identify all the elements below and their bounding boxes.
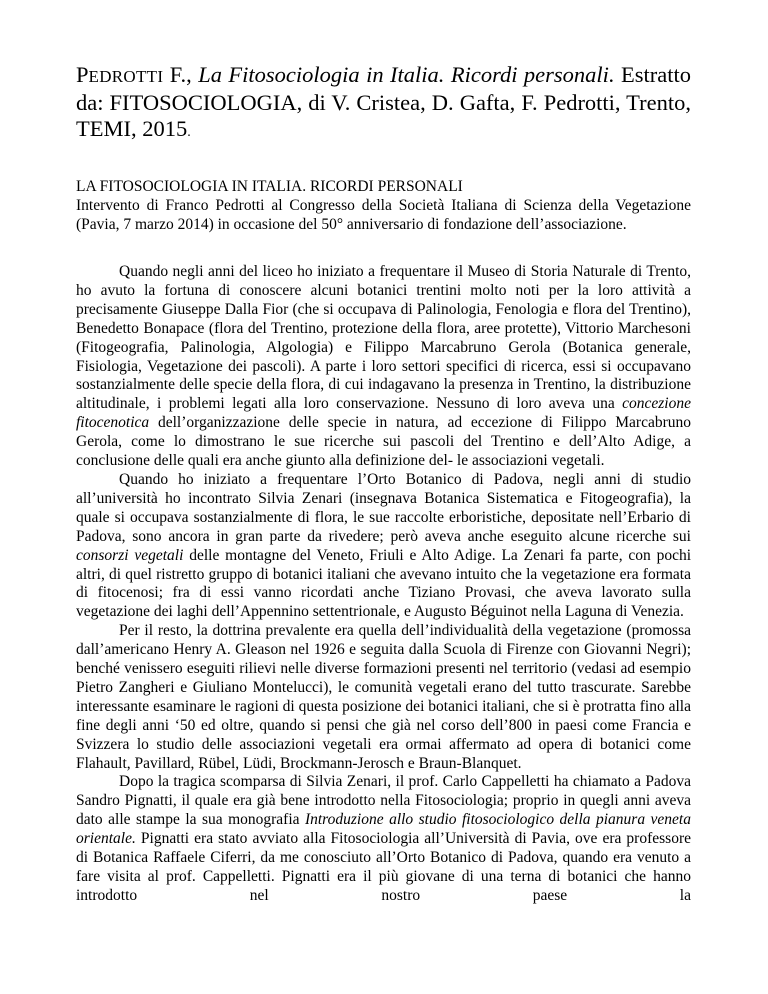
extract-source: Estratto da: FITOSOCIOLOGIA, di V. Cristea, D. Gafta, F. Pedrotti, Trento, TEMI, 2015 xyxy=(76,62,692,141)
paragraph-2: Quando ho iniziato a frequentare l’Orto Botanico di Padova, negli anni di studio all’università ho incontrato Silvia Zenari (insegnava Botanica Sistematica e Fitogeografia), la quale si occupava sostanzialmente di flora, le sue raccolte erboristiche, depositate nell’Erbario di Padova, sono ancora in gran parte da rivedere; però aveva anche eseguito alcune ricerche sui consorzi vegetali delle montagne del Veneto, Friuli e Alto Adige. La Zenari fa parte, con pochi altri, di quel ristretto gruppo di botanici italiani che avevano intuito che la vegetazione era formata di fitocenosi; fra di essi vanno ricordati anche Tiziano Provasi, che aveva lavorato sulla vegetazione dei laghi dell’Appennino settentrionale, e Augusto Béguinot nella Laguna di Venezia. xyxy=(76,470,692,621)
book-title: La Fitosociologia in Italia. Ricordi personali. xyxy=(198,62,615,87)
emphasis-monografia: Introduzione allo studio fitosociologico della pianura veneta orientale. xyxy=(76,811,691,848)
section-subtitle: Intervento di Franco Pedrotti al Congresso della Società Italiana di Scienza della Vegetazione (Pavia, 7 marzo 2014) in occasione del 50° anniversario di fondazione dell’associazione. xyxy=(76,197,691,233)
heading-period: . xyxy=(187,125,191,140)
paragraph-3: Per il resto, la dottrina prevalente era quella dell’individualità della vegetazione (promossa dall’americano Henry A. Gleason nel 1926 e seguita dalla Scuola di Firenze con Giovanni Negri); benché venissero eseguiti rilievi nelle diverse formazioni presenti nel territorio (vedasi ad esempio Pietro Zangheri e Giuliano Montelucci), le comunità vegetali erano del tutto trascurate. Sarebbe interessante esaminare le ragioni di questa posizione dei botanici italiani, che si è protratta fino alla fine degli anni ‘50 ed oltre, quando si pensi che già nel corso dell’800 in paesi come Francia e Svizzera lo studio delle associazioni vegetali era ormai affermato ad opera di botanici come Flahault, Pavillard, Rübel, Lüdi, Brockmann-Jerosch e Braun-Blanquet. xyxy=(76,622,691,772)
author-surname: EDROTTI xyxy=(88,67,164,86)
author-initials: F., xyxy=(163,62,199,87)
emphasis-consorzi: consorzi vegetali xyxy=(76,546,184,564)
section-title: LA FITOSOCIOLOGIA IN ITALIA. RICORDI PERSONALI xyxy=(76,178,463,195)
citation-heading xyxy=(76,62,691,146)
paragraph-1: Quando negli anni del liceo ho iniziato a frequentare il Museo di Storia Naturale di Trento, ho avuto la fortuna di conoscere alcuni botanici trentini molto noti per la loro attività a precisamente Giuseppe Dalla Fior (che si occupava di Palinologia, Fenologia e flora del Trentino), Benedetto Bonapace (flora del Trentino, protezione della flora, aree protette), Vittorio Marchesoni (Fitogeografia, Palinologia, Algologia) e Filippo Marcabruno Gerola (Botanica generale, Fisiologia, Vegetazione dei pascoli). A parte i loro settori specifici di ricerca, essi si occupavano sostanzialmente delle specie della flora, di cui indagavano la presenza in Trentino, la distribuzione altitudinale, i problemi legati alla loro conservazione. Nessuno di loro aveva una concezione fitocenotica dell’organizzazione delle specie in natura, ad eccezione di Filippo Marcabruno Gerola, come lo dimostrano le sue ricerche sui pascoli del Trentino e dell’Alto Adige, a conclusione delle quali era anche giunto alla definizione del- le associazioni vegetali. xyxy=(76,263,691,470)
emphasis-concezione: concezione fitocenotica xyxy=(76,395,691,432)
section-header xyxy=(76,177,691,234)
author-initial: P xyxy=(76,62,89,87)
body-text xyxy=(76,263,691,906)
paragraph-4: Dopo la tragica scomparsa di Silvia Zenari, il prof. Carlo Cappelletti ha chiamato a Padova Sandro Pignatti, il quale era già bene introdotto nella Fitosociologia; proprio in quegli anni aveva dato alle stampe la sua monografia Introduzione allo studio fitosociologico della pianura veneta orientale. Pignatti era stato avviato alla Fitosociologia all’Università di Pavia, ove era professore di Botanica Raffaele Ciferri, da me conosciuto all’Orto Botanico di Padova, quando era venuto a fare visita al prof. Cappelletti. Pignatti era il più giovane di una terna di botanici che hanno introdotto nel nostro paese la xyxy=(76,773,691,904)
